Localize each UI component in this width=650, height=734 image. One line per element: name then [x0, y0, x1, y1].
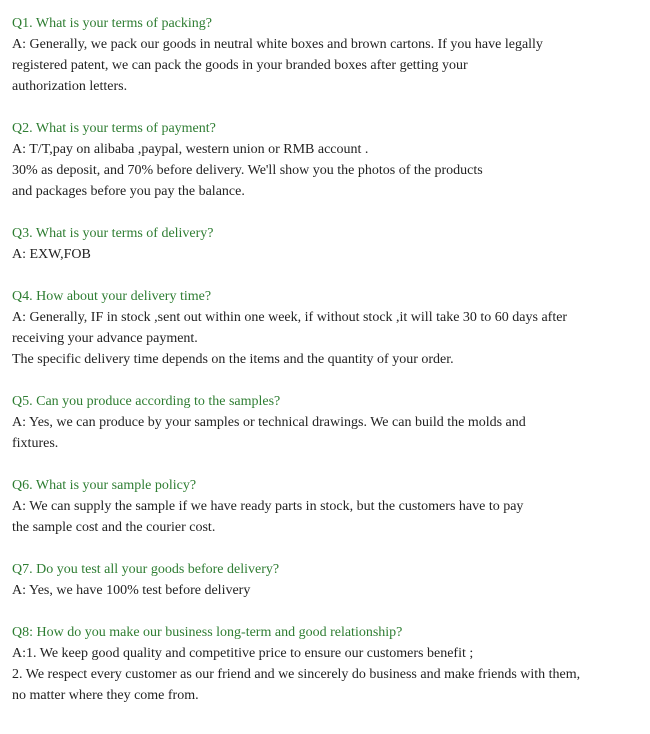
faq-answer-line: authorization letters. [12, 79, 128, 94]
faq-item-6 [12, 475, 642, 538]
faq-answer-line: and packages before you pay the balance. [12, 184, 245, 199]
faq-spacer [12, 454, 642, 475]
faq-question: Q6. What is your sample policy? [12, 478, 197, 493]
faq-answer-line: A: Yes, we can produce by your samples or technical drawings. We can build the molds and [12, 415, 526, 430]
faq-item-3 [12, 223, 642, 265]
faq-question: Q4. How about your delivery time? [12, 289, 212, 304]
faq-question: Q3. What is your terms of delivery? [12, 226, 214, 241]
faq-answer-line: The specific delivery time depends on the items and the quantity of your order. [12, 352, 454, 367]
faq-answer-line: A: EXW,FOB [12, 247, 91, 262]
faq-spacer [12, 538, 642, 559]
faq-spacer [12, 370, 642, 391]
faq-item-5 [12, 391, 642, 454]
faq-answer-line: A: Generally, IF in stock ,sent out within one week, if without stock ,it will take 30 to 60 days after [12, 310, 568, 325]
faq-answer-line: the sample cost and the courier cost. [12, 520, 216, 535]
faq-question: Q5. Can you produce according to the samples? [12, 394, 281, 409]
faq-item-2 [12, 118, 642, 202]
faq-item-7 [12, 559, 642, 601]
faq-answer-line: registered patent, we can pack the goods in your branded boxes after getting your [12, 58, 468, 73]
faq-spacer [12, 601, 642, 622]
faq-question: Q7. Do you test all your goods before delivery? [12, 562, 280, 577]
faq-question: Q2. What is your terms of payment? [12, 121, 216, 136]
faq-spacer [12, 265, 642, 286]
faq-answer-line: A: Yes, we have 100% test before delivery [12, 583, 251, 598]
faq-answer-line: no matter where they come from. [12, 688, 199, 703]
faq-question: Q1. What is your terms of packing? [12, 16, 212, 31]
faq-list [12, 13, 642, 706]
faq-answer-line: receiving your advance payment. [12, 331, 198, 346]
faq-answer-line: fixtures. [12, 436, 59, 451]
faq-item-8 [12, 622, 642, 706]
faq-item-4 [12, 286, 642, 370]
faq-item-1 [12, 13, 642, 97]
faq-answer-line: A: We can supply the sample if we have ready parts in stock, but the customers have to pay [12, 499, 524, 514]
faq-question: Q8: How do you make our business long-term and good relationship? [12, 625, 403, 640]
faq-spacer [12, 97, 642, 118]
faq-answer-line: A:1. We keep good quality and competitive price to ensure our customers benefit ; [12, 646, 474, 661]
faq-answer-line: 2. We respect every customer as our friend and we sincerely do business and make friends with them, [12, 667, 581, 682]
faq-answer-line: 30% as deposit, and 70% before delivery. We'll show you the photos of the products [12, 163, 483, 178]
faq-answer-line: A: Generally, we pack our goods in neutral white boxes and brown cartons. If you have legally [12, 37, 543, 52]
faq-spacer [12, 202, 642, 223]
faq-answer-line: A: T/T,pay on alibaba ,paypal, western union or RMB account . [12, 142, 369, 157]
